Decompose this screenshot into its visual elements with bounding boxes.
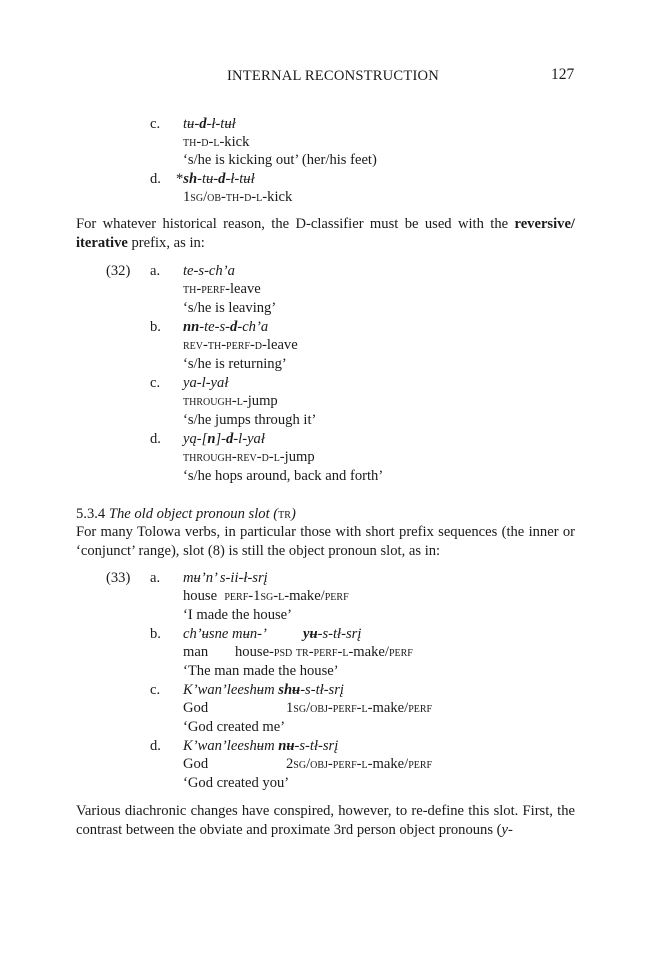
text-run: - bbox=[196, 134, 202, 150]
text-run: -ł-tʉł bbox=[225, 171, 255, 187]
text-run: -l-yał bbox=[233, 431, 265, 447]
paragraph-diachronic-text bbox=[76, 802, 575, 840]
text-run: nn bbox=[183, 319, 200, 335]
ex33-d-gloss-god bbox=[183, 756, 208, 772]
ex32-b-label: b. bbox=[150, 319, 161, 335]
text-run: sg-l bbox=[260, 588, 285, 604]
text-run: -leave bbox=[262, 337, 298, 353]
ex32-b-gloss bbox=[183, 336, 298, 354]
paragraph-reversive bbox=[76, 215, 575, 253]
ex31-d-form bbox=[176, 170, 255, 188]
text-run: -make/ bbox=[348, 644, 389, 660]
section-number: 5.3.4 bbox=[76, 506, 106, 522]
text-run: -jump bbox=[279, 449, 315, 465]
text-run: tʉ- bbox=[183, 116, 200, 132]
text-run: sg/ob-th-d-l bbox=[190, 189, 263, 205]
ex32-a-form bbox=[183, 262, 235, 280]
text-run: ch’ʉsne mʉn-’ bbox=[183, 626, 267, 642]
text-run: -s-tł-srį bbox=[300, 682, 344, 698]
paragraph-tolowa-text: For many Tolowa verbs, in particular those with short prefix sequences (the inner or ‘conjunct’ range), slot (8) is still the object pronoun slot, as in: bbox=[76, 524, 575, 559]
text-run: house bbox=[183, 588, 225, 604]
text-run: sg/obj-perf-l bbox=[293, 756, 368, 772]
text-run: sg/obj-perf-l bbox=[293, 700, 368, 716]
text-run: ]- bbox=[215, 431, 226, 447]
ex33-c-label: c. bbox=[150, 682, 161, 698]
text-run: -kick bbox=[262, 189, 293, 205]
text-run: psd tr-perf-l bbox=[273, 644, 349, 660]
section-heading bbox=[76, 505, 296, 523]
ex32-b-form bbox=[183, 318, 268, 336]
text-run: -s-tł-srį bbox=[317, 626, 362, 642]
text-run: God bbox=[183, 756, 209, 772]
text-run: perf bbox=[324, 588, 349, 604]
ex32-c-form bbox=[183, 374, 228, 392]
text-run: th bbox=[183, 134, 197, 150]
ex31-c-gloss bbox=[183, 133, 249, 151]
text-run: 2 bbox=[286, 756, 294, 772]
ex33-c-form bbox=[183, 681, 344, 699]
ex33-c-gloss-rest bbox=[286, 699, 432, 717]
text-run: -make/ bbox=[367, 700, 409, 716]
ex33-b-form bbox=[183, 625, 362, 643]
text-run: d bbox=[230, 319, 238, 335]
ex33-a-label: a. bbox=[150, 570, 161, 586]
text-run: -te-s- bbox=[199, 319, 231, 335]
text-run: -leave bbox=[225, 281, 261, 297]
text-run: y- bbox=[501, 822, 513, 838]
ex33-b-label: b. bbox=[150, 626, 161, 642]
paragraph-tolowa bbox=[76, 523, 575, 561]
text-run: shʉ bbox=[278, 682, 301, 698]
text-run: -make/ bbox=[284, 588, 325, 604]
section-title: The old object pronoun slot ( bbox=[108, 506, 279, 522]
text-run: - bbox=[208, 134, 214, 150]
text-run: * bbox=[176, 171, 184, 187]
ex33-a-form bbox=[183, 569, 268, 587]
text-run: yʉ bbox=[303, 626, 318, 642]
ex33-a-translation: ‘I made the house’ bbox=[183, 607, 293, 623]
ex31-c-label: c. bbox=[150, 116, 161, 132]
running-title: INTERNAL RECONSTRUCTION bbox=[227, 68, 440, 84]
ex31-c-form bbox=[183, 115, 236, 133]
text-run: mʉ’n’ s-ii-ł-srį bbox=[183, 570, 268, 586]
ex33-d-translation: ‘God created you’ bbox=[183, 775, 290, 791]
text-run: rev-th-perf-d bbox=[183, 337, 263, 353]
text-run: sh bbox=[183, 171, 198, 187]
text-run: -s-tł-srį bbox=[294, 738, 339, 754]
text-run: d bbox=[226, 431, 234, 447]
text-run: -make/ bbox=[367, 756, 409, 772]
text-run: th-perf bbox=[183, 281, 226, 297]
ex32-d-translation: ‘s/he hops around, back and forth’ bbox=[183, 468, 384, 484]
ex33-b-gloss bbox=[183, 643, 413, 661]
ex33-b-translation: ‘The man made the house’ bbox=[183, 663, 339, 679]
ex33-c-gloss bbox=[183, 699, 433, 717]
text-run: perf bbox=[224, 588, 249, 604]
text-run: 1 bbox=[286, 700, 294, 716]
ex33-b-form-verb bbox=[303, 625, 361, 643]
ex31-c-translation: ‘s/he is kicking out’ (her/his feet) bbox=[183, 152, 377, 168]
ex33-c-gloss-god bbox=[183, 700, 208, 716]
ex33-d-gloss-rest bbox=[286, 755, 432, 773]
ex33-d-form bbox=[183, 737, 338, 755]
section-abbr: tr bbox=[278, 506, 291, 522]
ex33-b-gloss-man bbox=[183, 644, 208, 660]
section-close: ) bbox=[290, 506, 296, 522]
ex33-d-gloss bbox=[183, 755, 433, 773]
text-run: For whatever historical reason, the D-classifier must be used with the bbox=[76, 216, 515, 232]
ex33-d-label: d. bbox=[150, 738, 161, 754]
ex33-c-translation: ‘God created me’ bbox=[183, 719, 286, 735]
text-run: God bbox=[183, 700, 209, 716]
text-run: Various diachronic changes have conspired, however, to re-define this slot. First, the contrast between the obviate and proximate 3rd person object pronouns ( bbox=[76, 803, 575, 838]
text-run: 1 bbox=[183, 189, 191, 205]
text-run: reversive/ iterative bbox=[76, 216, 575, 251]
paragraph-diachronic bbox=[76, 802, 575, 840]
text-run: through-l bbox=[183, 393, 243, 409]
paragraph-reversive-text bbox=[76, 215, 575, 253]
text-run: ya-l-yał bbox=[183, 375, 229, 391]
ex32-b-translation: ‘s/he is returning’ bbox=[183, 356, 287, 372]
text-run: perf bbox=[388, 644, 413, 660]
ex32-a-translation: ‘s/he is leaving’ bbox=[183, 300, 277, 316]
text-run: yą-[ bbox=[183, 431, 208, 447]
ex32-a-gloss bbox=[183, 280, 261, 298]
text-run: perf bbox=[408, 700, 433, 716]
ex32-a-label: a. bbox=[150, 263, 161, 279]
text-run: d bbox=[199, 116, 207, 132]
text-run: house- bbox=[235, 644, 274, 660]
ex33-a-gloss bbox=[183, 587, 349, 605]
text-run: d bbox=[201, 134, 209, 150]
text-run: man bbox=[183, 644, 209, 660]
ex31-d-gloss bbox=[183, 188, 292, 206]
text-run: d bbox=[218, 171, 226, 187]
ex32-d-gloss bbox=[183, 448, 315, 466]
text-run: -kick bbox=[219, 134, 250, 150]
ex33-b-form-noun bbox=[183, 626, 267, 642]
text-run: prefix, as in: bbox=[127, 235, 205, 251]
ex32-d-form bbox=[183, 430, 265, 448]
ex33-b-gloss-rest bbox=[235, 643, 413, 661]
text-run: te-s-ch’a bbox=[183, 263, 235, 279]
ex32-c-gloss bbox=[183, 392, 278, 410]
text-run: -ł-tʉł bbox=[206, 116, 236, 132]
text-run: nʉ bbox=[278, 738, 295, 754]
text-run: perf bbox=[408, 756, 433, 772]
ex32-c-label: c. bbox=[150, 375, 161, 391]
ex32-number: (32) bbox=[106, 263, 131, 279]
text-run: K’wan’leeshʉm bbox=[183, 682, 279, 698]
text-run: -jump bbox=[242, 393, 278, 409]
text-run: through-rev-d-l bbox=[183, 449, 280, 465]
text-run: -tʉ- bbox=[197, 171, 219, 187]
text-run: l bbox=[213, 134, 220, 150]
page-number: 127 bbox=[551, 66, 575, 83]
text-run: K’wan’leeshʉm bbox=[183, 738, 279, 754]
ex32-d-label: d. bbox=[150, 431, 161, 447]
ex33-number: (33) bbox=[106, 570, 131, 586]
ex32-c-translation: ‘s/he jumps through it’ bbox=[183, 412, 317, 428]
text-run: -ch’a bbox=[237, 319, 269, 335]
ex31-d-label: d. bbox=[150, 171, 161, 187]
text-run: -1 bbox=[248, 588, 261, 604]
text-run: n bbox=[207, 431, 216, 447]
